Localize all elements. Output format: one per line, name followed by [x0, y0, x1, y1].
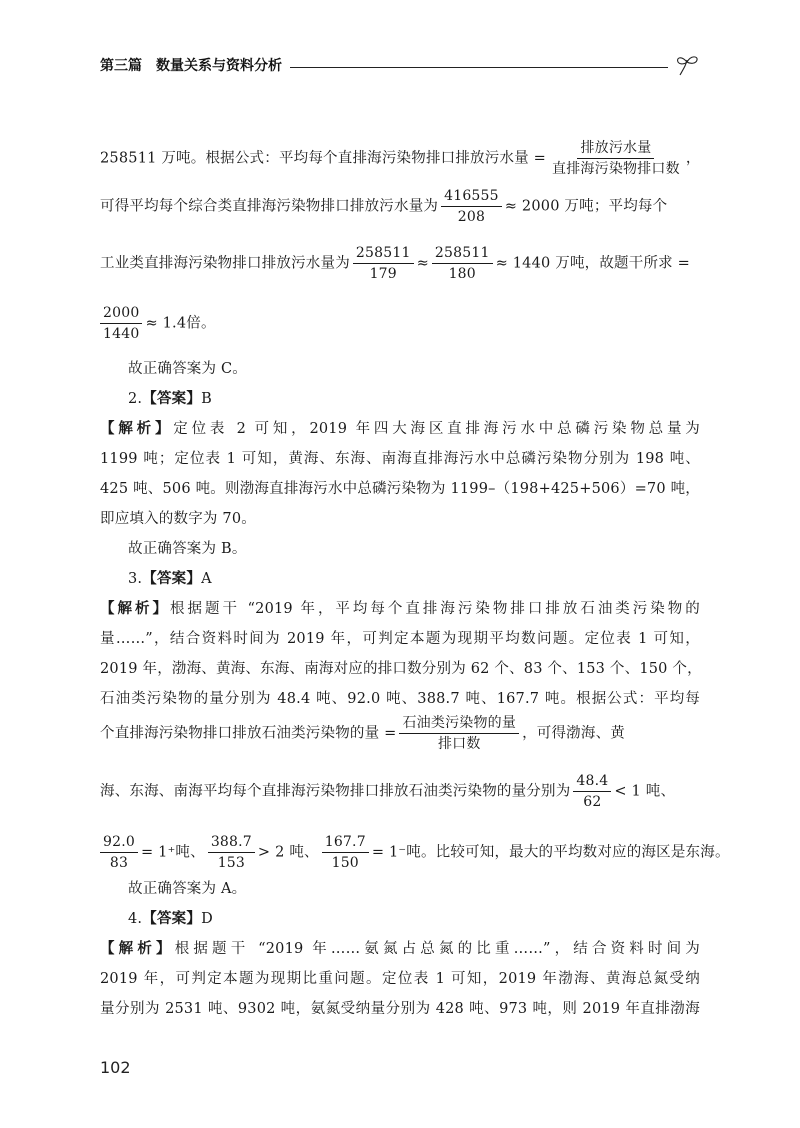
numerator: 416555 [441, 188, 502, 207]
text: 可得平均每个综合类直排海污染物排口排放污水量为 [100, 198, 439, 215]
q2-line-2: 1199 吨；定位表 1 可知，黄海、东海、南海直排海污水中总磷污染物分别为 198 吨、 [100, 451, 700, 467]
q3-line-2: 量……”，结合资料时间为 2019 年，可判定本题为现期平均数问题。定位表 1 可知， [100, 631, 700, 647]
page-number: 102 [100, 1058, 131, 1077]
answer-tag: 【答案】 [142, 390, 202, 407]
text: 258511 万吨。根据公式：平均每个直排海污染物排口排放污水量 = [100, 150, 547, 167]
question-number: 4. [128, 911, 143, 927]
fraction [353, 245, 414, 282]
q3-line-3: 2019 年，渤海、黄海、东海、南海对应的排口数分别为 62 个、83 个、153 个、150 个， [100, 661, 702, 677]
header-rule [290, 67, 668, 68]
text: < 1 吨、 [614, 783, 676, 800]
text: 工业类直排海污染物排口排放污水量为 [100, 255, 350, 272]
q3-answer-line: 故正确答案为 A。 [128, 881, 247, 897]
numerator: 258511 [432, 245, 493, 264]
denominator: 直排海污染物排口数 [552, 161, 680, 178]
numerator: 167.7 [322, 834, 369, 853]
denominator: 150 [331, 855, 359, 872]
text: ≈ 2000 万吨；平均每个 [504, 198, 668, 215]
analysis-tag: 【解析】 [100, 600, 170, 617]
numerator: 2000 [100, 305, 142, 324]
numerator: 92.0 [100, 834, 138, 853]
formula-line-3 [100, 245, 690, 282]
text: ≈ [416, 255, 429, 272]
fraction [573, 773, 611, 810]
numerator: 388.7 [208, 834, 255, 853]
answer-line: 故正确答案为 C。 [128, 361, 248, 377]
q3-formula-line-3 [100, 834, 730, 871]
q3-answer-heading [128, 568, 212, 590]
text: ≈ 1440 万吨，故题干所求 = [495, 255, 691, 272]
fraction [399, 715, 519, 752]
answer-tag: 【答案】 [142, 910, 202, 927]
q2-line-3: 425 吨、506 吨。则渤海直排海污水中总磷污染物为 1199–（198+425+506）=70 吨， [100, 481, 700, 497]
formula-line-1 [100, 140, 701, 177]
denominator: 208 [457, 209, 486, 226]
formula-line-2 [100, 188, 667, 225]
fraction [208, 834, 255, 871]
numerator: 排放污水量 [577, 140, 654, 159]
denominator: 180 [448, 266, 476, 283]
analysis-tag: 【解析】 [100, 420, 174, 437]
q2-line-4: 即应填入的数字为 70。 [100, 511, 256, 527]
q3-formula-line-2 [100, 773, 675, 810]
q2-line-1 [100, 418, 700, 440]
text: 海、东海、南海平均每个直排海污染物排口排放石油类污染物的量分别为 [100, 783, 571, 800]
numerator: 258511 [353, 245, 414, 264]
denominator: 153 [217, 855, 246, 872]
text: 定位表 2 可知，2019 年四大海区直排海污水中总磷污染物总量为 [173, 421, 700, 437]
answer-letter: B [201, 391, 212, 407]
formula-line-4 [100, 305, 216, 342]
q4-line-2: 2019 年，可判定本题为现期比重问题。定位表 1 可知，2019 年渤海、黄海总氮受纳 [100, 971, 700, 987]
denominator: 179 [369, 266, 397, 283]
text: 根据题干 “2019 年，平均每个直排海污染物排口排放石油类污染物的 [169, 601, 700, 617]
denominator: 83 [109, 855, 129, 872]
analysis-tag: 【解析】 [100, 940, 175, 957]
fraction [100, 305, 142, 342]
text: ≈ 1.4倍。 [145, 315, 216, 332]
text: = 1⁺吨、 [140, 844, 205, 861]
text: 个直排海污染物排口排放石油类污染物的量 = [100, 725, 397, 742]
text: = 1⁻吨。比较可知，最大的平均数对应的海区是东海。 [371, 844, 730, 861]
q2-answer-heading [128, 388, 212, 410]
fraction [441, 188, 502, 225]
section-title: 数量关系与资料分析 [156, 58, 282, 74]
fraction [322, 834, 369, 871]
q3-formula-line [100, 715, 625, 752]
q3-line-4: 石油类污染物的量分别为 48.4 吨、92.0 吨、388.7 吨、167.7 吨。根据公式：平均每 [100, 691, 700, 707]
numerator: 48.4 [573, 773, 611, 792]
answer-letter: D [201, 911, 213, 927]
fraction [549, 140, 683, 177]
text: 根据题干 “2019 年……氨氮占总氮的比重……”，结合资料时间为 [174, 941, 700, 957]
fraction [432, 245, 493, 282]
text: ， [685, 150, 701, 167]
q2-answer-line: 故正确答案为 B。 [128, 541, 247, 557]
denominator: 排口数 [437, 736, 481, 753]
sprout-icon [674, 54, 700, 76]
answer-tag: 【答案】 [142, 570, 202, 587]
question-number: 3. [128, 571, 143, 587]
q4-line-1 [100, 938, 700, 960]
denominator: 62 [583, 794, 602, 811]
text: ，可得渤海、黄 [522, 725, 625, 742]
q3-line-1 [100, 598, 700, 620]
q4-answer-heading [128, 908, 213, 930]
running-header [100, 54, 700, 76]
denominator: 1440 [103, 326, 140, 343]
question-number: 2. [128, 391, 143, 407]
q4-line-3: 量分别为 2531 吨、9302 吨，氨氮受纳量分别为 428 吨、973 吨，则 2019 年直排渤海 [100, 1001, 700, 1017]
text: > 2 吨、 [257, 844, 319, 861]
fraction [100, 834, 138, 871]
numerator: 石油类污染物的量 [399, 715, 519, 734]
answer-letter: A [201, 571, 212, 587]
part-label: 第三篇 [100, 58, 142, 74]
